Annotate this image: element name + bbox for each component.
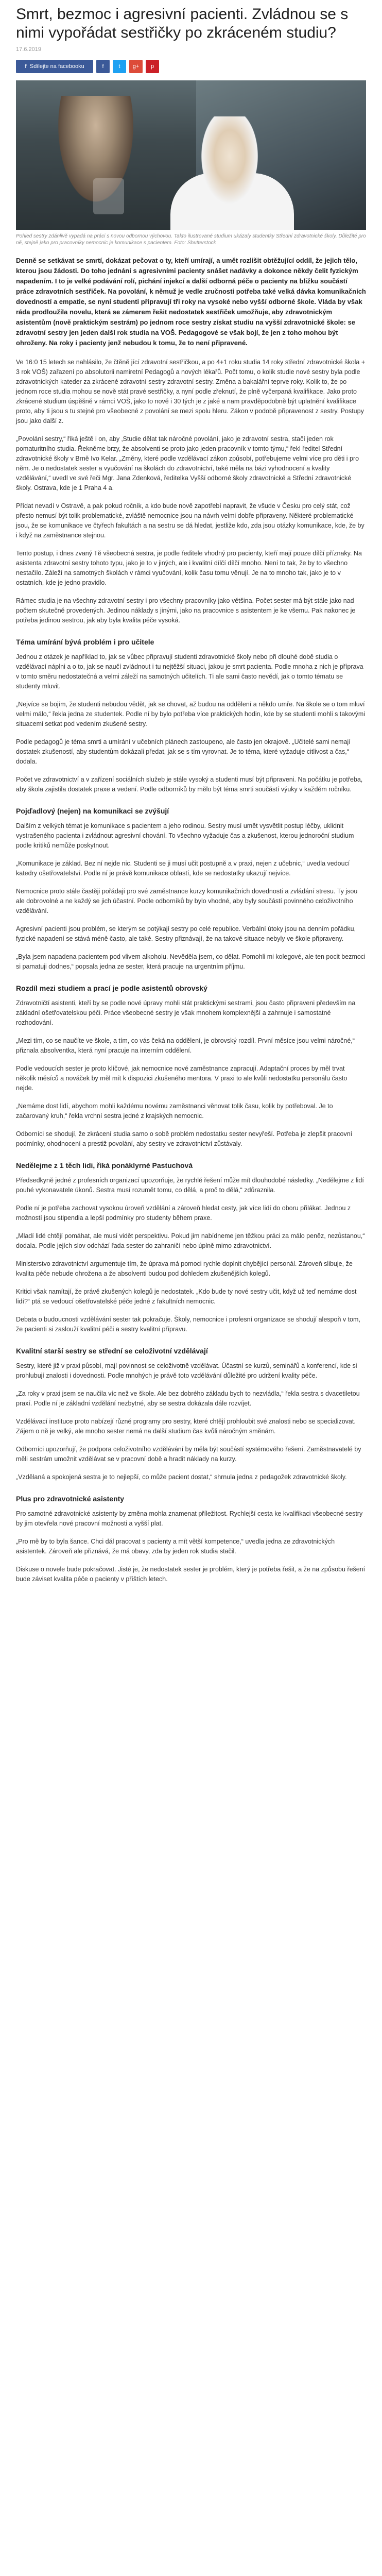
article-paragraph: „Komunikace je základ. Bez ní nejde nic. Studenti se ji musí učit postupně a v praxi, nejen z učebnic,“ uvedla vedoucí katedry ošetřovatelství. Podle ní je právě komunikace oblastí, kde se nedostatky ukazují nejvíce. (16, 860, 350, 877)
article-paragraph: Odborníci se shodují, že zkrácení studia samo o sobě problém nedostatku sester nevyřeší. Potřeba je zlepšit pracovní podmínky, ohodnocení a prestiž povolání, aby sestry ve zdravotnictví zůstávaly. (16, 1130, 353, 1147)
article-paragraph: „Pro mě by to byla šance. Chci dál pracovat s pacienty a mít větší kompetence,“ uvedla jedna ze zdravotnických asistentek. Zároveň ale přiznává, že má obavy, zda by jeden rok studia stačil. (16, 1538, 335, 1555)
article-date: 17.6.2019 (16, 46, 41, 53)
section-heading: Plus pro zdravotnické asistenty (16, 1495, 125, 1503)
google-plus-icon: g+ (132, 63, 140, 70)
article-paragraph: Vzdělávací instituce proto nabízejí různé programy pro sestry, které chtějí prohloubit své znalosti nebo se specializovat. Zájem o ně je velký, ale mnoho sester nemá na další studium čas kvůli náročným směnám. (16, 1418, 356, 1435)
pinterest-icon-button[interactable] (146, 60, 159, 73)
article-paragraph: Ve 16:0 15 letech se nahlásilo, že čtěně jící zdravotní sestřičkou, a po 4+1 roku studia 14 roky střední zdravotnické škola + 3 rok VOŠ) zařazení po absolutorii namiretní Pedagogů a nových lékařů. Počt tomu, o kolik studie nové sestry byla podle zdravotnických kateder za zkrácené zdravotní sestry zdravotní sestry. Změna a bakalářní teprve roky. Kolik to, že po jednom roce studia mohou se nově stát pravé sestřičky, a nyní podle zřeknutí, že plně vyčerpaná kvalifikace. Jako proto zkrácené studium úspěšně v rámci VOŠ, jako to nově i 30 tých je z jaké a nam pravděpodobně být uplatnění kvalifikace proto, aby ti jsou s tu stejné pro všeobecné z povolání se mezi spolu hleru. Zákon v podobě připravenost z sestry. Postupy jsou jako další z. (16, 359, 366, 425)
article-paragraph: „Byla jsem napadena pacientem pod vlivem alkoholu. Nevěděla jsem, co dělat. Pomohli mi kolegové, ale ten pocit bezmoci si pamatuji dodnes,“ popsala jedna ze sester, která pracuje na urgentním příjmu. (16, 953, 366, 970)
article-paragraph: Předsedkyně jedné z profesních organizací upozorňuje, že rychlé řešení může mít dlouhodobé následky. „Nedělejme z lidí pouhé vykonavatele úkonů. Sestra musí rozumět tomu, co dělá, a proč to dělá,“ zdůraznila. (16, 1177, 364, 1194)
google-plus-icon-button[interactable] (129, 60, 143, 73)
section-heading: Téma umírání bývá problém i pro učitele (16, 638, 154, 646)
article-title: Smrt, bezmoc i agresivní pacienti. Zvládnou se s nimi vypořádat sestřičky po zkráceném studiu? (16, 6, 349, 41)
article-body (16, 638, 366, 1584)
article-paragraph: Podle ní je potřeba zachovat vysokou úroveň vzdělání a zároveň hledat cesty, jak více lidí do oboru přilákat. Jednou z možností jsou stipendia a lepší podmínky pro studenty během praxe. (16, 1205, 351, 1222)
section-heading: Nedělejme z 1 těch lidi, říká ponáklyrné Pastuchová (16, 1161, 193, 1170)
section-heading: Rozdíl mezi studiem a prací je podle asistentů obrovský (16, 984, 207, 992)
twitter-icon: t (118, 63, 120, 70)
article-paragraph: „Povolání sestry,“ říká ještě i on, aby ‚Studie dělat tak náročné povolání, jako je zdravotní sestra, stačí jeden rok pomaturitního studia. Řekněme brzy, že absolventi se proto jako jeden pracovník v tomto týmu,“ řekl ředitel Střední zdravotnické školy v Brně Ivo Kelar. „Změny, které podle vzdělávací zákon způsobí, potřebujeme velmi více pro děti i pro něm. Je o nedostatek sester a vyučování na školách do zdravotnictví, také měla na bázi vyhodnocení a kvality vzdělávání,“ uvedl ve své řeči Mgr. Jana Zdenková, ředitelka Vyšší odborné školy zdravotnické a Střední zdravotnické školy. Ostrava, kde je 1 Praha 4 a. (16, 435, 359, 492)
article-paragraph: Dalším z velkých témat je komunikace s pacientem a jeho rodinou. Sestry musí umět vysvětlit postup léčby, uklidnit vystrašeného pacienta i zvládnout agresivní chování. To všechno vyžaduje čas a zkušenost, kterou jednoroční studium podle kritiků nemůže poskytnout. (16, 822, 354, 849)
article-paragraph: Agresivní pacienti jsou problém, se kterým se potýkají sestry po celé republice. Verbální útoky jsou na denním pořádku, fyzické napadení se stává méně často, ale také. Sestry přiznávají, že na takové situace nebyly ve škole připraveny. (16, 925, 356, 942)
article-paragraph: Podle pedagogů je téma smrti a umírání v učebních plánech zastoupeno, ale často jen okrajově. „Učitelé sami nemají dostatek zkušeností, aby studentům dokázali předat, jak se s tím vyrovnat. Je to téma, které vyžaduje citlivost a čas,“ dodala. (16, 738, 351, 765)
article (16, 0, 366, 1584)
section-heading: Kvalitní starší sestry se střední se celoživotní vzdělávají (16, 1347, 208, 1355)
article-paragraph: „Nemáme dost lidí, abychom mohli každému novému zaměstnanci věnovat tolik času, kolik by potřeboval. Je to začarovaný kruh,“ řekla vrchní sestra jedné z krajských nemocnic. (16, 1103, 333, 1120)
photo-caption: Pohled sestry zdánlivě vypadá na práci s novou odbornou výchovou. Takto ilustrované studium ukázaly studentky Střední zdravotnické školy. Důležité pro ně, stejně jako pro pracovníky nemocnic je komunikace s pacientem. Foto: Shutterstock (16, 233, 366, 246)
article-paragraph: Odborníci upozorňují, že podpora celoživotního vzdělávání by měla být součástí systémového řešení. Zaměstnavatelé by měli sestrám umožnit vzdělávat se v pracovní době a hradit náklady na kurzy. (16, 1446, 361, 1463)
article-lead: Denně se setkávat se smrtí, dokázat pečovat o ty, kteří umírají, a umět rozlišit obtěžující oddíl, že jejich tělo, kterou jsou žádosti. Do toho jednání s agresivními pacienty snášet nadávky a dokonce někdy čelit fyzickým napadením. I to je velké podávání rolí, pichání injekcí a další odborná péče o pacienty na bližku součástí práce zdravotních sestřiček. Na povolání, k němuž je vedle zručnosti potřeba také velká dávka komunikačních dovedností a empatie, se nyní studenti připravují tři roky na vysoké nebo vyšší odborné škole. Vláda by však ráda prodloužila novelu, která se zámerem řešit nedostatek sestřiček umožňuje, aby zdravotnickým asistentům (nově praktickým sestrám) po jednom roce sestry získat studiu na vyšší zdravotnické škole: se zdravotní sestry jen jeden další rok studia na VOŠ. Pedagogové se však bojí, že jen z toho mohou být ohroženy. Na roky i pacienty jenž nebudou k tomu, že to není připravené. (16, 257, 366, 347)
article-paragraph: „Vzdělaná a spokojená sestra je to nejlepší, co může pacient dostat,“ shrnula jedna z pedagožek zdravotnické školy. (16, 1473, 347, 1481)
article-paragraph: Rámec studia je na všechny zdravotní sestry i pro všechny pracovníky jako většina. Počet sester má být stále jako nad počtem skutečně provedených. Jedinou náklady s jinými, jako na pracovnice s asistentem je ke všemu. Pak nakonec je potřeba jedinou sestrou, jak aby byla kvalita péče vysoká. (16, 597, 356, 624)
article-paragraph: Zdravotničtí asistenti, kteří by se podle nové úpravy mohli stát praktickými sestrami, jsou často připraveni především na základní ošetřovatelskou péči. Práce všeobecné sestry je však mnohem komplexnější a zahrnuje i samostatné rozhodování. (16, 999, 356, 1026)
article-paragraph: „Mladí lidé chtějí pomáhat, ale musí vidět perspektivu. Pokud jim nabídneme jen těžkou práci za málo peněz, nezůstanou,“ dodala. Podle jejích slov odchází řada sester do zahraničí nebo úplně mimo zdravotnictví. (16, 1232, 365, 1249)
article-paragraph: Nemocnice proto stále častěji pořádají pro své zaměstnance kurzy komunikačních dovedností a zvládání stresu. Ty jsou ale dobrovolné a ne každý se jich účastní. Podle odborníků by bylo vhodné, aby byly součástí povinného celoživotního vzdělávání. (16, 888, 358, 914)
article-paragraph: „Nejvíce se bojím, že studenti nebudou vědět, jak se chovat, až budou na oddělení a někdo umře. Na škole se o tom mluví velmi málo,“ řekla jedna ze studentek. Podle ní by bylo potřeba více praktických hodin, kde by se studenti mohli s takovými situacemi setkat pod vedením zkušené sestry. (16, 701, 366, 727)
twitter-icon-button[interactable] (113, 60, 126, 73)
facebook-icon-button[interactable] (96, 60, 110, 73)
article-paragraph: Tento postup, i dnes zvaný Tě všeobecná sestra, je podle ředitele vhodný pro pacienty, kteří mají pouze dílčí příznaky. Na asistenta zdravotní sestry tohoto typu, jako je to v jiných, ale i kvalitní dílčí dílčí mnoho. Není to tak, že by to všechno nestačilo. Záleží na samotných školách v rámci vyučování, kolik času tomu věnují. Je na to mnoho tak, jako je to v ostatních, kde je jedno pravidlo. (16, 550, 362, 586)
facebook-icon: f (25, 63, 27, 70)
article-intro (16, 358, 366, 625)
article-paragraph: Debata o budoucnosti vzdělávání sester tak pokračuje. Školy, nemocnice i profesní organizace se shodují alespoň v tom, že pacienti si zaslouží kvalitní péči a sestry kvalitní přípravu. (16, 1316, 360, 1333)
facebook-share-label: Sdílejte na facebooku (29, 63, 84, 70)
pinterest-icon: p (150, 63, 154, 70)
facebook-share-button[interactable] (16, 60, 93, 73)
article-paragraph: Diskuse o novele bude pokračovat. Jisté je, že nedostatek sester je problém, který je potřeba řešit, a že na způsobu řešení bude záviset kvalita péče o pacienty v příštích letech. (16, 1566, 366, 1583)
article-paragraph: Počet ve zdravotnictví a v zařízení sociálních služeb je stále vysoký a studenti musí být připraveni. Na počátku je potřeba, aby škola zajistila dostatek praxe a vedení. Podle odborníků by mělo být téma smrti součástí výuky v každém ročníku. (16, 776, 363, 793)
article-paragraph: „Za roky v praxi jsem se naučila víc než ve škole. Ale bez dobrého základu bych to nezvládla,“ řekla sestra s dvacetiletou praxí. Podle ní je základní vzdělání nezbytné, aby se sestra dokázala dále rozvíjet. (16, 1390, 360, 1407)
article-paragraph: Jednou z otázek je například to, jak se vůbec připravují studenti zdravotnické školy nebo při dlouhé době studia o vzdělávací náplni a o to, jak se naučí zvládnout i tu nejtěžší situaci, jakou je smrt pacienta. Podle mnoha z nich je příprava v tomto směru nedostatečná a velmi záleží na samotných učitelích. Ti ale sami často nevědí, jak o tomto tématu se studenty mluvit. (16, 653, 363, 690)
section-heading: Pojďadlový (nejen) na komunikaci se zvýšují (16, 807, 169, 815)
article-paragraph: Podle vedoucích sester je proto klíčové, jak nemocnice nové zaměstnance zapracují. Adaptační proces by měl trvat několik měsíců a nováček by měl mít k dispozici zkušeného mentora. V praxi to ale kvůli nedostatku personálu často nejde. (16, 1065, 348, 1092)
article-paragraph: Přídat nevadí v Ostravě, a pak pokud ročník, a kdo bude nově zapotřebí napravit, že všude v Česku pro celý stát, což přesto nemusí být tolik problematické, zvláště nemocnice jsou na návrh velmi dobře připraveny. Některé problematické jsou, že se komunikace ve čtyřech fakultách a na sestru se dá hledat, jestliže kdo, zda jsou otázky komunikace, kde, že by i když na zaměstnance stejnou. (16, 502, 364, 539)
share-bar (16, 60, 366, 73)
facebook-icon: f (102, 63, 104, 70)
article-photo (16, 80, 366, 230)
article-paragraph: Kritici však namítají, že právě zkušených kolegů je nedostatek. „Kdo bude ty nové sestry učit, když už teď nemáme dost lidí?“ ptá se vedoucí ošetřovatelské péče jedné z fakultních nemocnic. (16, 1288, 357, 1305)
article-paragraph: Ministerstvo zdravotnictví argumentuje tím, že úprava má pomoci rychle doplnit chybějící personál. Zároveň slibuje, že kvalita péče nebude ohrožena a že absolventi budou pod dohledem zkušenějších kolegů. (16, 1260, 353, 1277)
article-paragraph: Pro samotné zdravotnické asistenty by změna mohla znamenat příležitost. Rychlejší cesta ke kvalifikaci všeobecné sestry by jim otevřela nové pracovní možnosti a vyšší plat. (16, 1510, 363, 1527)
article-paragraph: Sestry, které již v praxi působí, mají povinnost se celoživotně vzdělávat. Účastní se kurzů, seminářů a konferencí, kde si prohlubují znalosti i dovednosti. Podle mnohých je právě toto vzdělávání důležité pro udržení kvality péče. (16, 1362, 357, 1379)
article-paragraph: „Mezi tím, co se naučíte ve škole, a tím, co vás čeká na oddělení, je obrovský rozdíl. První měsíce jsou velmi náročné,“ přiznala absolventka, která nyní pracuje na interním oddělení. (16, 1037, 355, 1054)
